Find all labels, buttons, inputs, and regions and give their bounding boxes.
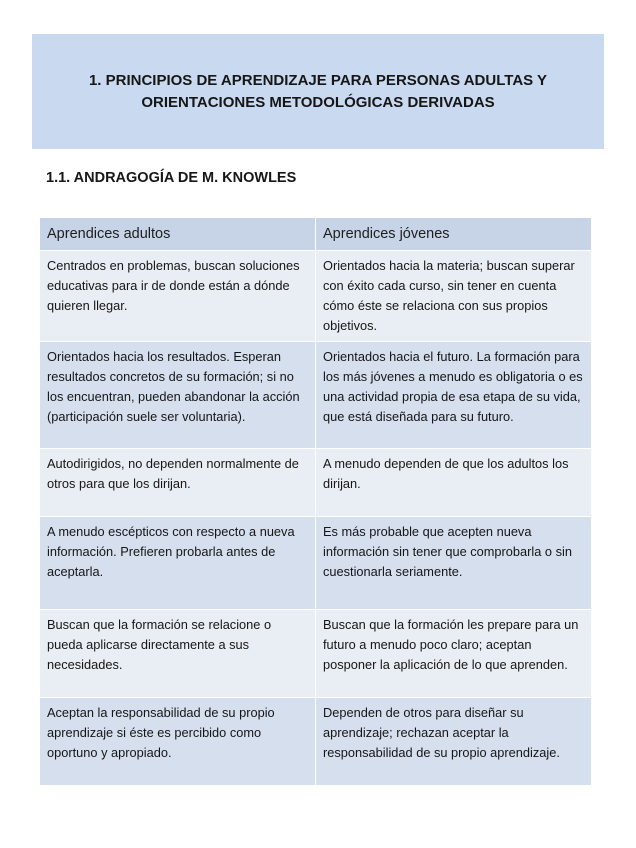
table-cell-adults: A menudo escépticos con respecto a nueva información. Prefieren probarla antes de aceptarla. (40, 517, 316, 610)
table-cell-young: Buscan que la formación les prepare para un futuro a menudo poco claro; aceptan posponer la aplicación de lo que aprenden. (316, 610, 592, 698)
section-heading: 1.1. ANDRAGOGÍA DE M. KNOWLES (46, 170, 297, 186)
table-cell-adults: Centrados en problemas, buscan soluciones educativas para ir de donde están a dónde quieren llegar. (40, 251, 316, 342)
table-cell-young: Orientados hacia la materia; buscan superar con éxito cada curso, sin tener en cuenta cómo éste se relaciona con sus propios objetivos. (316, 251, 592, 342)
table-row (40, 610, 592, 698)
table-cell-adults: Aceptan la responsabilidad de su propio aprendizaje si éste es percibido como oportuno y apropiado. (40, 698, 316, 786)
table-cell-adults: Buscan que la formación se relacione o pueda aplicarse directamente a sus necesidades. (40, 610, 316, 698)
table-cell-young: Es más probable que acepten nueva información sin tener que comprobarla o sin cuestionarla seriamente. (316, 517, 592, 610)
column-header-adults: Aprendices adultos (40, 218, 316, 251)
table-cell-young: Dependen de otros para diseñar su aprendizaje; rechazan aceptar la responsabilidad de su propio aprendizaje. (316, 698, 592, 786)
table-header-row (40, 218, 592, 251)
table-cell-adults: Autodirigidos, no dependen normalmente de otros para que los dirijan. (40, 449, 316, 517)
table-cell-adults: Orientados hacia los resultados. Esperan resultados concretos de su formación; si no los encuentran, pueden abandonar la acción (participación suele ser voluntaria). (40, 342, 316, 449)
table-row (40, 251, 592, 342)
title-banner (32, 34, 604, 149)
table-row (40, 342, 592, 449)
table-row (40, 698, 592, 786)
page-title: 1. PRINCIPIOS DE APRENDIZAJE PARA PERSONAS ADULTAS Y ORIENTACIONES METODOLÓGICAS DERIVADAS (88, 71, 548, 111)
table-row (40, 449, 592, 517)
table-row (40, 517, 592, 610)
table-cell-young: A menudo dependen de que los adultos los dirijan. (316, 449, 592, 517)
table-cell-young: Orientados hacia el futuro. La formación para los más jóvenes a menudo es obligatoria o es una actividad propia de esa etapa de su vida, que está diseñada para su futuro. (316, 342, 592, 449)
comparison-table (39, 217, 592, 786)
column-header-young: Aprendices jóvenes (316, 218, 592, 251)
